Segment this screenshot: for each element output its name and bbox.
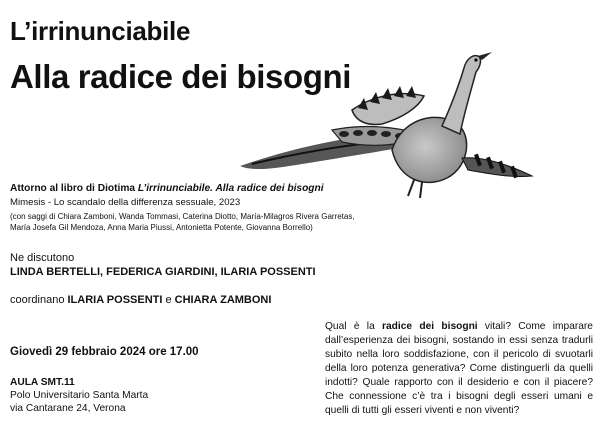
coord-joiner: e (162, 294, 175, 306)
questions-highlight: radice dei bisogni (382, 321, 478, 332)
publisher-line: Mimesis - Lo scandalo della differenza sessuale, 2023 (10, 197, 241, 208)
questions-rest: vitali? Come imparare dall’esperienza dei bisogni, sostando in essi senza tradurli subito nella loro soddisfazione, con il pericolo di svuotarli della loro potenza generativa? Come distinguerli da quelli indotti? Quale rapporto con il desiderio e con il piacere? Che connessione c’è tra i bisogni degli esseri umani e quelli di tutti gli esseri viventi e non viventi? (325, 321, 593, 416)
event-venue: Polo Universitario Santa Marta (10, 390, 149, 401)
flying-bird-icon (232, 38, 542, 203)
book-line (10, 183, 324, 194)
discussants-label: Ne discutono (10, 252, 75, 264)
event-date: Giovedì 29 febbraio 2024 ore 17.00 (10, 346, 199, 358)
title: L’irrinunciabile (10, 16, 191, 46)
essays-line-2: María Josefa Gil Mendoza, Anna Maria Piussi, Antonietta Potente, Giovanna Borrello) (10, 223, 313, 232)
event-address: via Cantarane 24, Verona (10, 403, 126, 414)
book-intro: Attorno al libro di Diotima (10, 183, 138, 194)
essays-line-1: (con saggi di Chiara Zamboni, Wanda Tommasi, Caterina Diotto, María-Milagros Rivera Garretas, (10, 212, 355, 221)
questions-prefix: Qual è la (325, 321, 383, 332)
event-room: AULA SMT.11 (10, 377, 75, 388)
coordinator-2: CHIARA ZAMBONI (174, 294, 272, 306)
coordinator-1: ILARIA POSSENTI (67, 294, 163, 306)
book-title: L’irrinunciabile. Alla radice dei bisogni (137, 183, 324, 194)
speakers-list: LINDA BERTELLI, FEDERICA GIARDINI, ILARIA POSSENTI (10, 266, 316, 278)
questions-paragraph (325, 320, 593, 418)
subtitle: Alla radice dei bisogni (10, 58, 352, 95)
essays-note (10, 211, 370, 233)
coordinators-line (10, 294, 271, 306)
coord-prefix: coordinano (10, 294, 68, 306)
